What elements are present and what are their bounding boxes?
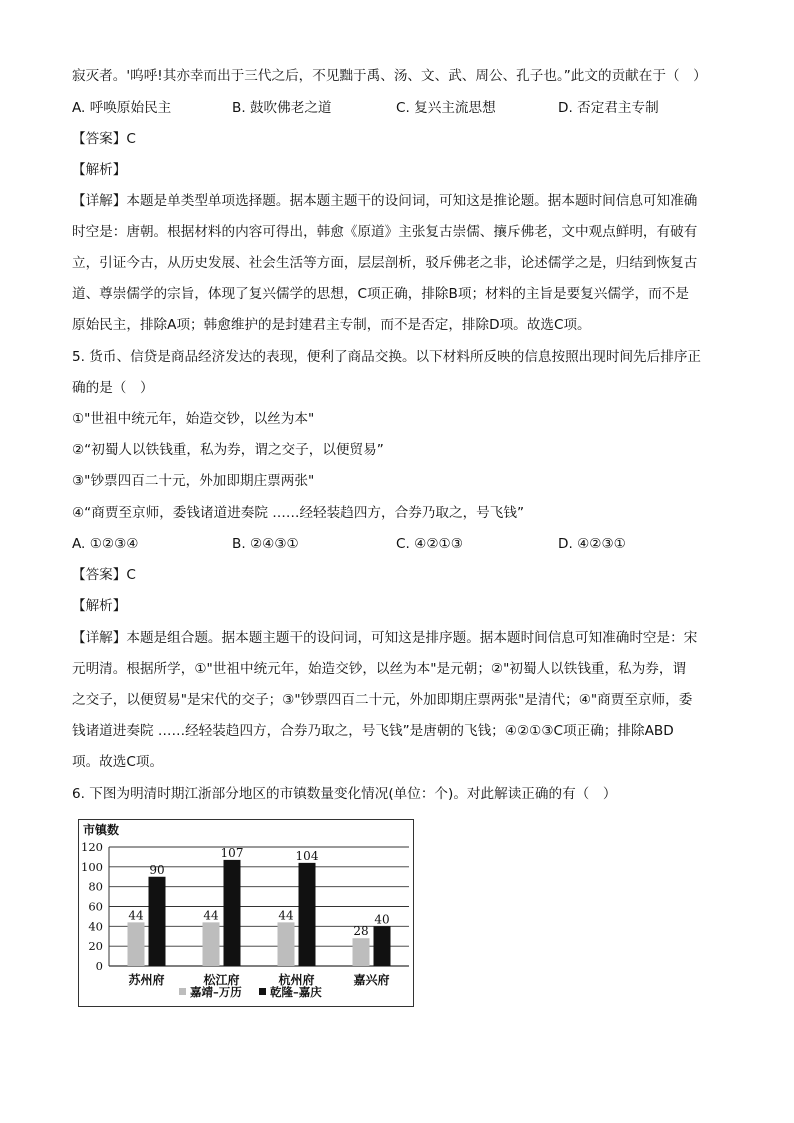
y-axis-label: 市镇数 [83, 823, 120, 837]
y-tick-label: 0 [95, 959, 103, 973]
q5-option-c: C. ④②①③ [396, 536, 463, 552]
q5-answer: 【答案】C [72, 567, 136, 583]
q5-option-b: B. ②④③① [232, 536, 299, 552]
q6-stem: 6. 下图为明清时期江浙部分地区的市镇数量变化情况(单位：个)。对此解读正确的有（ ） [72, 786, 617, 802]
bar-jiajing-wanli [353, 938, 370, 966]
q5-detail-line: 元明清。根据所学，①"世祖中统元年，始造交钞，以丝为本"是元朝；②"初蜀人以铁钱重，私为券，谓 [72, 661, 687, 677]
q5-material-item: ①"世祖中统元年，始造交钞，以丝为本" [72, 411, 315, 427]
data-label: 104 [295, 848, 319, 863]
q5-stem-line: 确的是（ ） [72, 380, 154, 396]
q5-detail-line: 钱诸道进奏院 ……经轻装趋四方，合券乃取之，号飞钱”是唐朝的飞钱；④②①③C项正确；排除ABD [72, 723, 674, 739]
q5-material-item: ③"钞票四百二十元，外加即期庄票两张" [72, 473, 315, 489]
q5-analysis-label: 【解析】 [72, 598, 127, 614]
legend-label: 嘉靖–万历 [190, 985, 242, 999]
y-tick-label: 20 [88, 939, 103, 954]
q5-option-d: D. ④②③① [558, 536, 626, 552]
y-tick-label: 60 [88, 899, 103, 914]
data-label: 90 [149, 862, 165, 877]
q5-material-item: ②“初蜀人以铁钱重，私为券，谓之交子，以便贸易” [72, 442, 384, 458]
legend-swatch [179, 988, 186, 995]
y-tick-label: 80 [88, 879, 103, 894]
q4-answer: 【答案】C [72, 131, 136, 147]
data-label: 44 [203, 908, 219, 923]
x-category-label: 松江府 [203, 973, 240, 987]
q4-option-b: B. 鼓吹佛老之道 [232, 100, 332, 116]
q4-option-d: D. 否定君主专制 [558, 100, 659, 116]
q4-detail-line: 原始民主，排除A项；韩愈维护的是封建君主专制，而不是否定，排除D项。故选C项。 [72, 317, 591, 333]
bar-chart-svg [79, 820, 413, 1006]
data-label: 107 [220, 845, 244, 860]
q4-detail-line: 【详解】本题是单类型单项选择题。据本题主题干的设问词，可知这是推论题。据本题时间信息可知准确 [72, 193, 698, 209]
q5-detail-line: 【详解】本题是组合题。据本题主题干的设问词，可知这是排序题。据本题时间信息可知准确时空是：宋 [72, 630, 698, 646]
q4-detail-line: 道、尊崇儒学的宗旨，体现了复兴儒学的思想，C项正确，排除B项；材料的主旨是要复兴儒学，而不是 [72, 286, 689, 302]
data-label: 44 [278, 908, 294, 923]
legend-swatch [259, 988, 266, 995]
q4-detail-line: 时空是：唐朝。根据材料的内容可得出，韩愈《原道》主张复古崇儒、攘斥佛老，文中观点鲜明，有破有 [72, 224, 698, 240]
q5-material-item: ④“商贾至京师，委钱诸道进奏院 ……经轻装趋四方，合券乃取之，号飞钱” [72, 505, 524, 521]
legend-label: 乾隆–嘉庆 [270, 985, 322, 999]
bar-qianlong-jiaqing [224, 860, 241, 966]
y-tick-label: 120 [81, 840, 103, 854]
q4-stem-line: 寂灭者。'呜呼!其亦幸而出于三代之后，不见黜于禹、汤、文、武、周公、孔子也。”此文的贡献在于（ ） [72, 68, 707, 84]
x-category-label: 苏州府 [128, 973, 165, 987]
q5-detail-line: 项。故选C项。 [72, 754, 164, 770]
data-label: 40 [374, 912, 390, 927]
x-category-label: 嘉兴府 [353, 973, 390, 987]
q4-analysis-label: 【解析】 [72, 162, 127, 178]
bar-qianlong-jiaqing [299, 863, 316, 966]
q4-detail-line: 立，引证今古，从历史发展、社会生活等方面，层层剖析，驳斥佛老之非，论述儒学之是，归结到恢复古 [72, 255, 698, 271]
data-label: 44 [128, 908, 144, 923]
q4-option-a: A. 呼唤原始民主 [72, 100, 172, 116]
x-category-label: 杭州府 [278, 973, 315, 987]
bar-jiajing-wanli [203, 922, 220, 966]
market-town-chart [78, 819, 414, 1007]
q5-option-a: A. ①②③④ [72, 536, 139, 552]
q4-option-c: C. 复兴主流思想 [396, 100, 496, 116]
bar-qianlong-jiaqing [374, 926, 391, 966]
bar-jiajing-wanli [278, 922, 295, 966]
q5-detail-line: 之交子，以便贸易"是宋代的交子；③"钞票四百二十元，外加即期庄票两张"是清代；④"商贾至京师，委 [72, 692, 693, 708]
q5-stem-line: 5. 货币、信贷是商品经济发达的表现，便利了商品交换。以下材料所反映的信息按照出现时间先后排序正 [72, 349, 702, 365]
bar-jiajing-wanli [128, 922, 145, 966]
data-label: 28 [353, 924, 369, 939]
bar-qianlong-jiaqing [149, 877, 166, 966]
y-tick-label: 100 [81, 859, 103, 874]
y-tick-label: 40 [88, 919, 103, 934]
